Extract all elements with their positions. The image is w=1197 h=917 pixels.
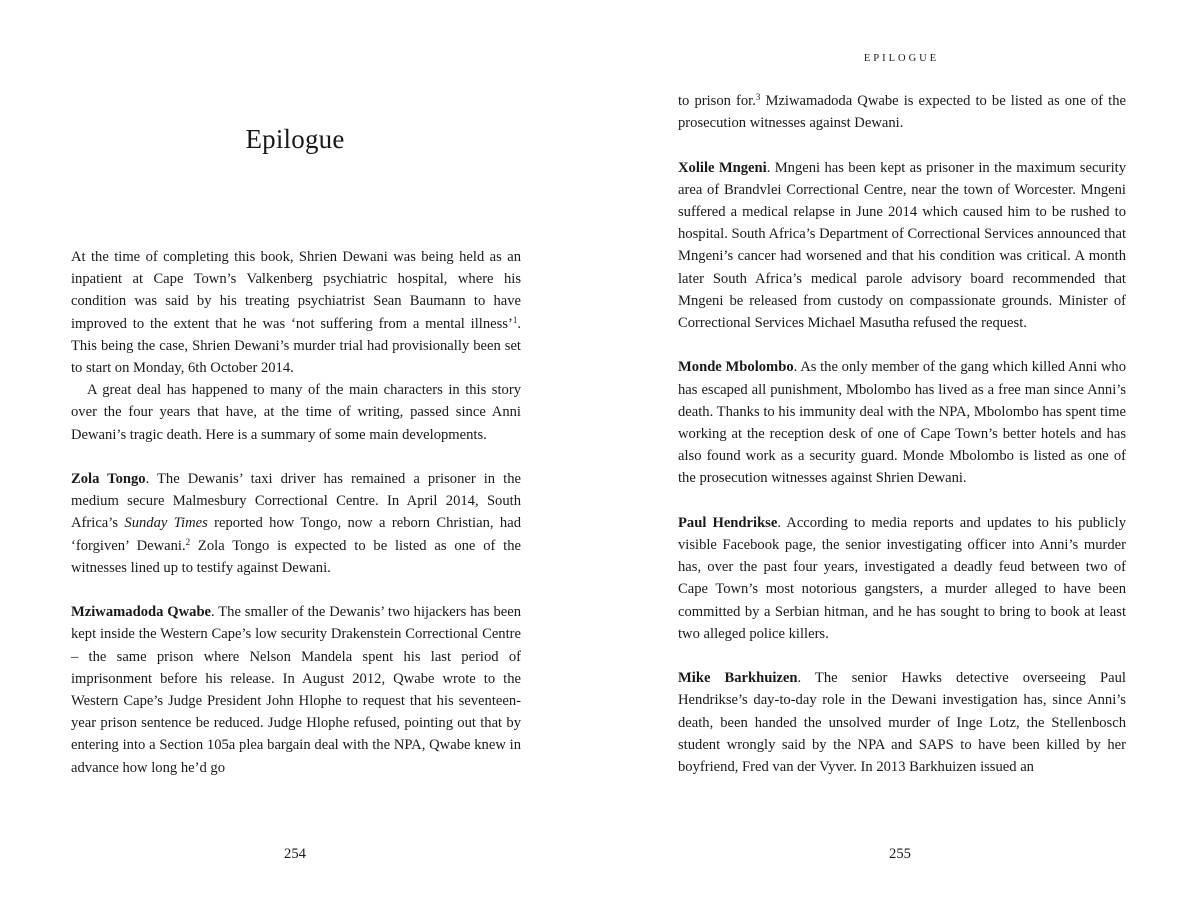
entry-name: Zola Tongo	[71, 471, 146, 488]
entry-name: Paul Hendrikse	[678, 514, 778, 531]
paragraph-continued: to prison for.$^3$ Mziwamadoda Qwabe is expected to be listed as one of the prosecution witnesses against Dewani.	[678, 92, 1126, 132]
chapter-title: Epilogue	[245, 124, 345, 154]
page-number: 254	[284, 846, 306, 862]
footnote-ref: 3	[755, 92, 761, 102]
right-page	[598, 0, 1197, 917]
footnote-ref: 1	[512, 314, 518, 325]
left-text-block	[71, 246, 521, 779]
entry-mziwamadoda-qwabe: Mziwamadoda Qwabe. The smaller of the Dewanis’ two hijackers has been kept inside the Western Cape’s low security Drakenstein Correctional Centre – the same prison where Nelson Mandela spent his last period of imprisonment before his release. In August 2012, Qwabe wrote to the Western Cape’s Judge President John Hlophe to request that his seventeen-year prison sentence be reduced. Judge Hlophe refused, pointing out that by entering into a Section 105a plea bargain deal with the NPA, Qwabe knew in advance how long he’d go	[71, 604, 521, 776]
entry-paul-hendrikse: Paul Hendrikse. According to media reports and updates to his publicly visible Facebook page, the senior investigating officer into Anni’s murder has, over the past four years, investigated a deadly feud between two of Cape Town’s most notorious gangsters, a murder alleged to have been committed by a Serbian hitman, and he has sought to bring to book at least two alleged police killers.	[678, 514, 1126, 642]
entry-monde-mbolombo: Monde Mbolombo. As the only member of the gang which killed Anni who has escaped all punishment, Mbolombo has lived as a free man since Anni’s death. Thanks to his immunity deal with the NPA, Mbolombo has spent time working at the reception desk of one of Cape Town’s better hotels and has also found work as a security guard. Monde Mbolombo is listed as one of the prosecution witnesses against Shrien Dewani.	[678, 359, 1126, 487]
entry-name: Mike Barkhuizen	[678, 670, 798, 687]
entry-name: Monde Mbolombo	[678, 359, 794, 376]
entry-xolile-mngeni: Xolile Mngeni. Mngeni has been kept as prisoner in the maximum security area of Brandvlei Correctional Centre, near the town of Worcester. Mngeni suffered a medical relapse in June 2014 which caused him to be rushed to hospital. South Africa’s Department of Correctional Services announced that Mngeni’s cancer had worsened and that his condition was critical. A month later South Africa’s medical parole advisory board recommended that Mngeni be released from custody on compassionate grounds. Minister of Correctional Services Michael Masutha refused the request.	[678, 159, 1126, 332]
newspaper-title: Sunday Times	[124, 515, 208, 532]
left-page	[0, 0, 598, 917]
entry-mike-barkhuizen: Mike Barkhuizen. The senior Hawks detective overseeing Paul Hendrikse’s day-to-day role in the Dewani investigation has, since Anni’s death, been handed the unsolved murder of Inge Lotz, the Stellenbosch student wrongly said by the NPA and SAPS to have been killed by her boyfriend, Fred van der Vyver. In 2013 Barkhuizen issued an	[678, 670, 1126, 776]
footnote-ref: 2	[185, 536, 191, 547]
page-number: 255	[889, 846, 911, 862]
running-head: EPILOGUE	[863, 53, 940, 64]
entry-zola-tongo: Zola Tongo. The Dewanis’ taxi driver has remained a prisoner in the medium secure Malmesbury Correctional Centre. In April 2014, South Africa’s Sunday Times reported how Tongo, now a reborn Christian, had ‘forgiven’ Dewani.$^2$ Zola Tongo is expected to be listed as one of the witnesses lined up to testify against Dewani.	[71, 471, 521, 576]
paragraph-intro: At the time of completing this book, Shrien Dewani was being held as an inpatient at Cape Town’s Valkenberg psychiatric hospital, where his condition was said by his treating psychiatrist Sean Baumann to have improved to the extent that he was ‘not suffering from a mental illness’$^1$. This being the case, Shrien Dewani’s murder trial had provisionally been set to start on Monday, 6th October 2014.	[71, 249, 521, 377]
entry-name: Xolile Mngeni	[678, 159, 767, 176]
paragraph-summary: A great deal has happened to many of the main characters in this story over the four years that have, at the time of writing, passed since Anni Dewani’s tragic death. Here is a summary of some main developments.	[71, 382, 521, 443]
right-text-block	[678, 90, 1126, 778]
entry-name: Mziwamadoda Qwabe	[71, 604, 212, 621]
